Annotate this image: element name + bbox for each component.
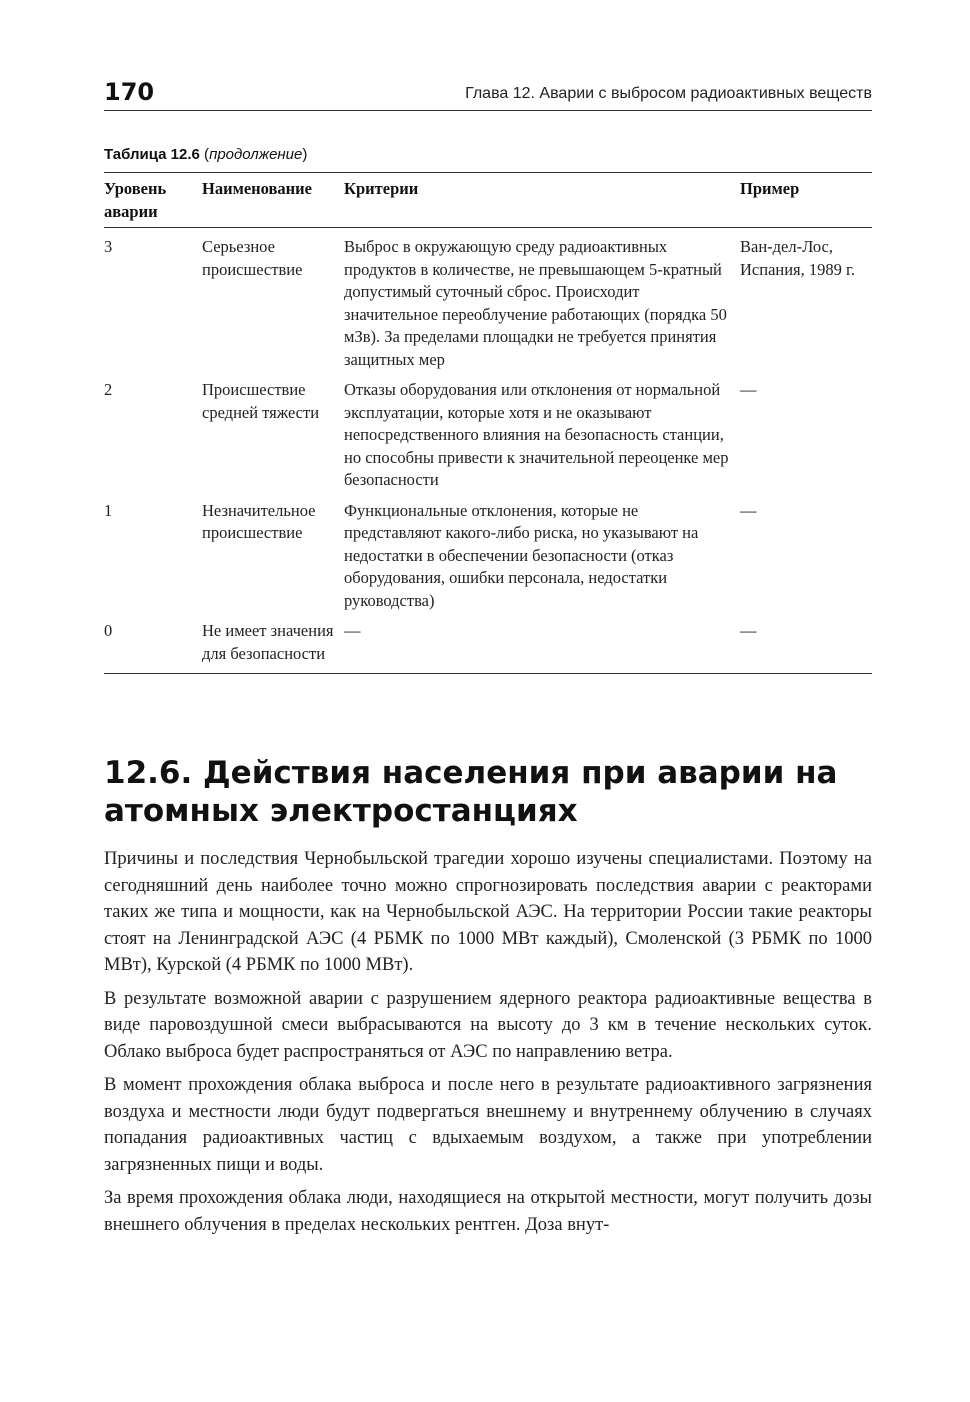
paragraph: Причины и последствия Чернобыльской трагедии хорошо изучены специалистами. Поэтому на сегодняшний день наиболее точно можно спрогнозировать последствия аварии с реакторами таких же типа и мощности, как на Чернобыльской АЭС. На территории России такие реакторы стоят на Ленинградской АЭС (4 РБМК по 1000 МВт каждый), Смоленской (3 РБМК по 1000 МВт), Курской (4 РБМК по 1000 МВт). xyxy=(104,849,872,975)
cell-criteria: Функциональные отклонения, которые не представляют какого-либо риска, но указывают на недостатки в обеспечении безопасности (отказ оборудования, ошибки персонала, недостатки руководства) xyxy=(344,500,699,610)
cell-level: 0 xyxy=(104,621,113,640)
accident-levels-table xyxy=(104,172,872,674)
cell-example: — xyxy=(740,621,757,640)
column-header-level: Уровень аварии xyxy=(104,179,167,221)
table-row xyxy=(104,228,872,372)
table-caption-label: Таблица 12.6 xyxy=(104,146,200,163)
table-caption: Таблица 12.6 (продолжение) xyxy=(104,146,308,163)
table-container xyxy=(104,172,872,674)
cell-level: 2 xyxy=(104,380,113,399)
paragraph: В момент прохождения облака выброса и после него в результате радиоактивного загрязнения воздуха и местности люди будут подвергаться внешнему и внутреннему облучению в случаях попадания радиоактивных частиц с вдыхаемым воздухом, а также при употреблении загрязненных пищи и воды. xyxy=(104,1075,872,1175)
column-header-example: Пример xyxy=(740,179,800,198)
cell-criteria: Выброс в окружающую среду радиоактивных продуктов в количестве, не превышающем 5-кратный допустимый суточный сброс. Происходит значительное переоблучение работающих (порядка 50 мЗв). За пределами площадки не требуется принятия защитных мер xyxy=(344,237,727,369)
table-caption-note: продолжение xyxy=(209,146,303,163)
paragraph: За время прохождения облака люди, находящиеся на открытой местности, могут получить дозы внешнего облучения в пределах нескольких рентген. Доза внут- xyxy=(104,1188,872,1235)
cell-example: Ван-дел-Лос, Испания, 1989 г. xyxy=(740,237,856,279)
cell-example: — xyxy=(740,500,757,520)
running-header xyxy=(104,78,872,111)
cell-criteria: — xyxy=(344,621,361,640)
section-body xyxy=(104,846,872,1245)
cell-name: Серьезное происшествие xyxy=(202,237,303,279)
table-row xyxy=(104,492,872,613)
table-row xyxy=(104,371,872,492)
column-header-criteria: Критерии xyxy=(344,179,419,198)
cell-name: Происшествие средней тяжести xyxy=(202,380,320,422)
section-heading: 12.6. Действия населения при аварии на атомных электростанциях xyxy=(104,755,838,829)
table-header-row xyxy=(104,173,872,228)
paragraph: В результате возможной аварии с разрушением ядерного реактора радиоактивные вещества в виде паровоздушной смеси выбрасываются на высоту до 3 км в течение нескольких суток. Облако выброса будет распространяться от АЭС по направлению ветра. xyxy=(104,988,872,1062)
table-row xyxy=(104,612,872,674)
cell-example: — xyxy=(740,380,757,399)
cell-level: 1 xyxy=(104,500,113,520)
page-number: 170 xyxy=(104,78,155,106)
cell-name: Незначительное происшествие xyxy=(202,500,316,542)
cell-criteria: Отказы оборудования или отклонения от нормальной эксплуатации, которые хотя и не оказывают непосредственного влияния на безопасность станции, но способны привести к значительной переоценке мер безопасности xyxy=(344,380,729,489)
column-header-name: Наименование xyxy=(202,179,312,198)
chapter-title: Глава 12. Аварии с выбросом радиоактивных веществ xyxy=(465,85,872,102)
cell-level: 3 xyxy=(104,237,113,256)
cell-name: Не имеет значения для безопасности xyxy=(202,621,334,663)
